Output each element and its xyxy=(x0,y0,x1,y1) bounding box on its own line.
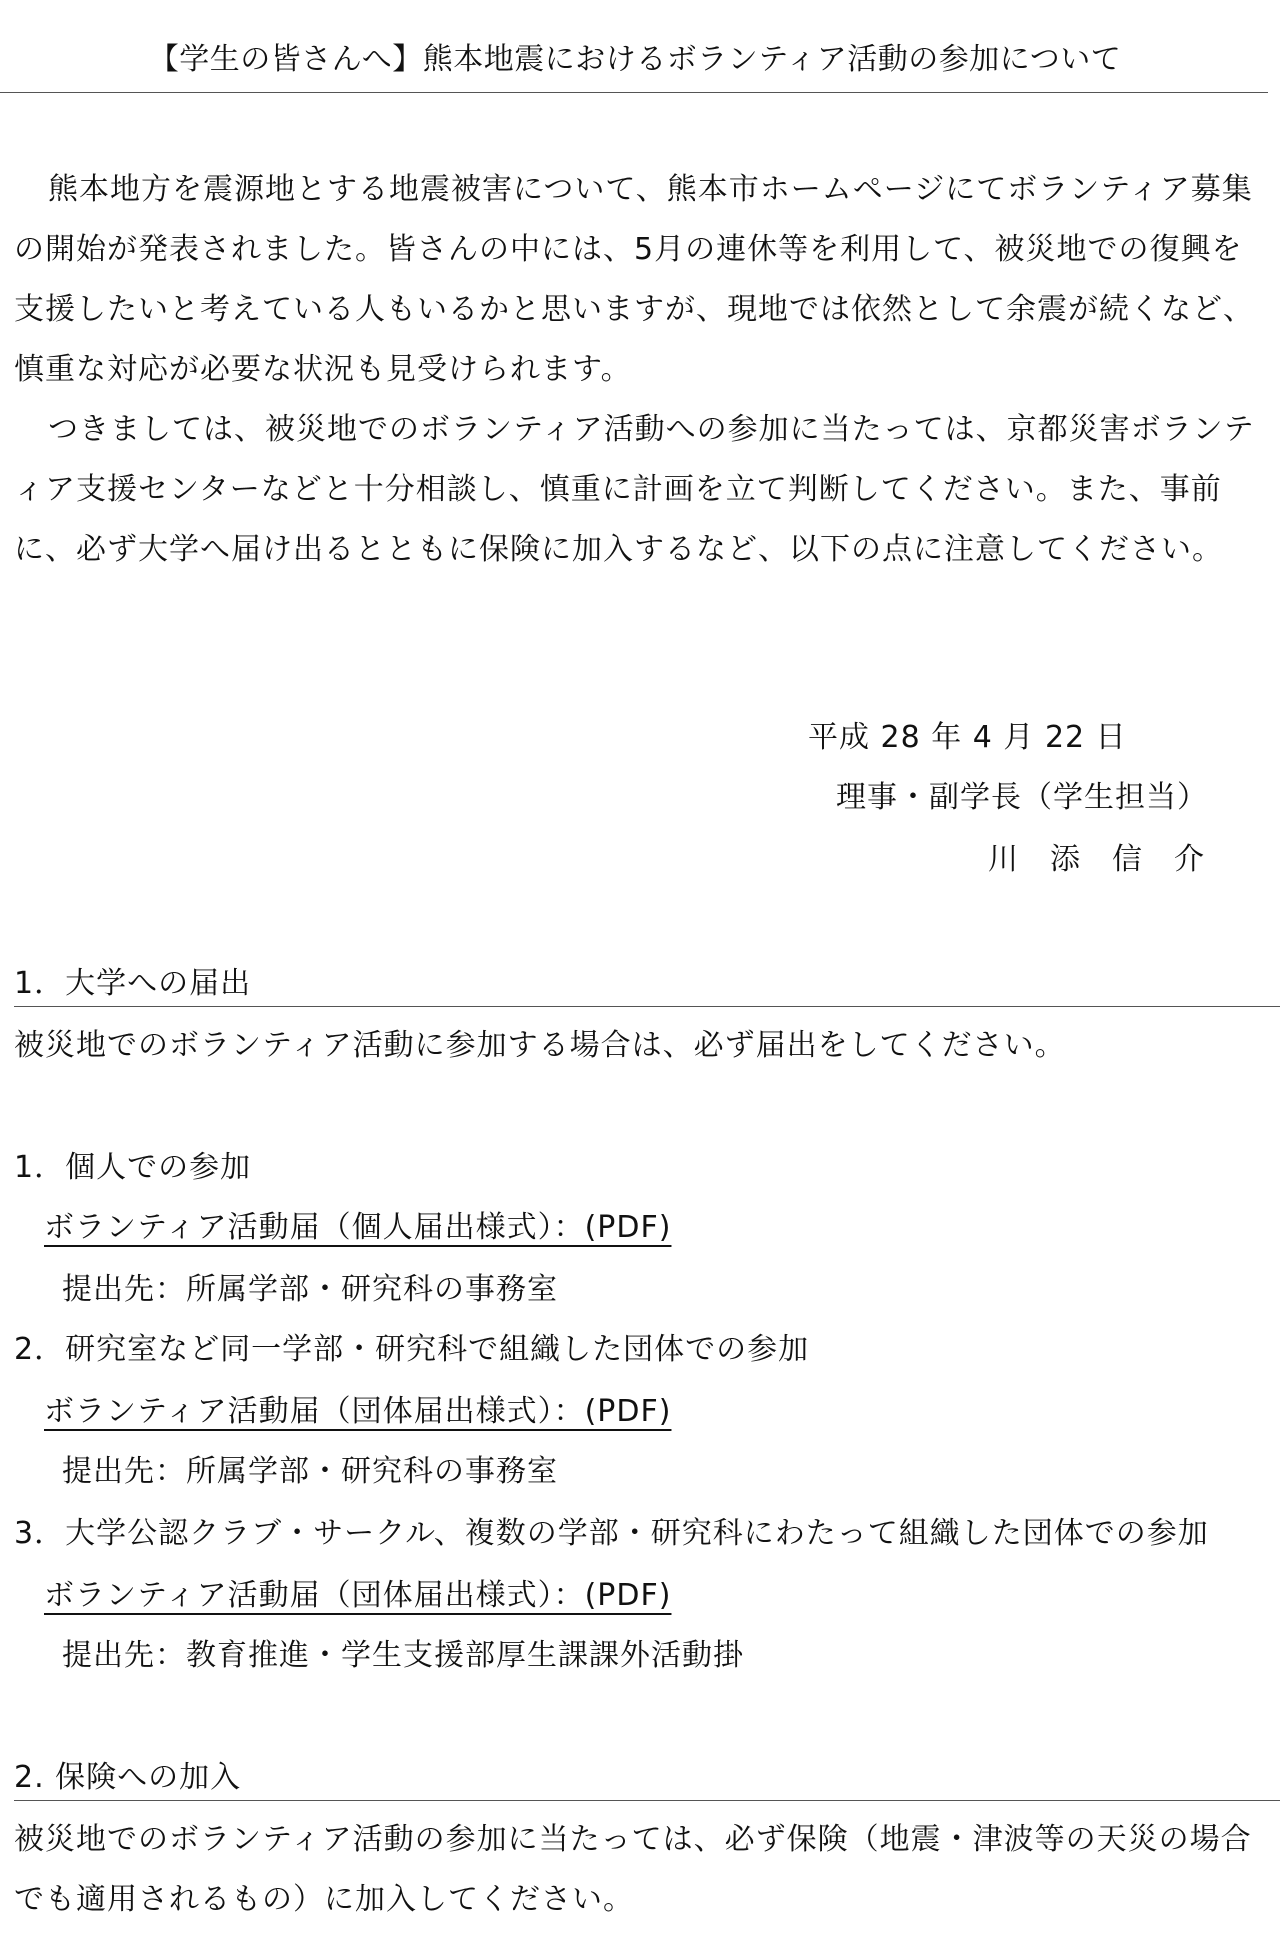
intro-paragraph-1: 熊本地方を震源地とする地震被害について、熊本市ホームページにてボランティア募集の開始が発表されました。皆さんの中には、5月の連休等を利用して、被災地での復興を支援したいと考えている人もいるかと思いますが、現地では依然として余震が続くなど、慎重な対応が必要な状況も見受けられます。 xyxy=(14,172,1254,387)
title-rule xyxy=(0,92,1268,93)
item3-submit-to: 提出先：教育推進・学生支援部厚生課課外活動掛 xyxy=(62,1638,744,1673)
item1-submit-to: 提出先：所属学部・研究科の事務室 xyxy=(62,1272,558,1307)
item1-label: 1．個人での参加 xyxy=(14,1150,252,1185)
signature-position: 理事・副学長（学生担当） xyxy=(836,780,1208,815)
signature-date: 平成 28 年 4 月 22 日 xyxy=(808,720,1127,755)
signature-name: 川 添 信 介 xyxy=(988,842,1205,877)
section2-body: 被災地でのボランティア活動の参加に当たっては、必ず保険（地震・津波等の天災の場合でも適用されるもの）に加入してください。 xyxy=(14,1822,1252,1917)
section1-heading: 1．大学への届出 xyxy=(14,966,252,1001)
item1-form-link[interactable]: ボランティア活動届（個人届出様式）：(PDF) xyxy=(44,1210,672,1245)
item3-form-link[interactable]: ボランティア活動届（団体届出様式）：(PDF) xyxy=(44,1578,672,1613)
section2-rule xyxy=(14,1800,1280,1801)
page-title: 【学生の皆さんへ】熊本地震におけるボランティア活動の参加について xyxy=(148,42,1122,77)
item2-submit-to: 提出先：所属学部・研究科の事務室 xyxy=(62,1454,558,1489)
section2-heading: 2. 保険への加入 xyxy=(14,1760,242,1795)
section1-body: 被災地でのボランティア活動に参加する場合は、必ず届出をしてください。 xyxy=(14,1028,1066,1063)
intro-paragraph-2: つきましては、被災地でのボランティア活動への参加に当たっては、京都災害ボランティア支援センターなどと十分相談し、慎重に計画を立て判断してください。また、事前に、必ず大学へ届け出るとともに保険に加入するなど、以下の点に注意してください。 xyxy=(14,412,1255,567)
section1-rule xyxy=(14,1006,1280,1007)
item3-label: 3．大学公認クラブ・サークル、複数の学部・研究科にわたって組織した団体での参加 xyxy=(14,1516,1209,1551)
item2-form-link[interactable]: ボランティア活動届（団体届出様式）：(PDF) xyxy=(44,1394,672,1429)
item2-label: 2．研究室など同一学部・研究科で組織した団体での参加 xyxy=(14,1332,810,1367)
